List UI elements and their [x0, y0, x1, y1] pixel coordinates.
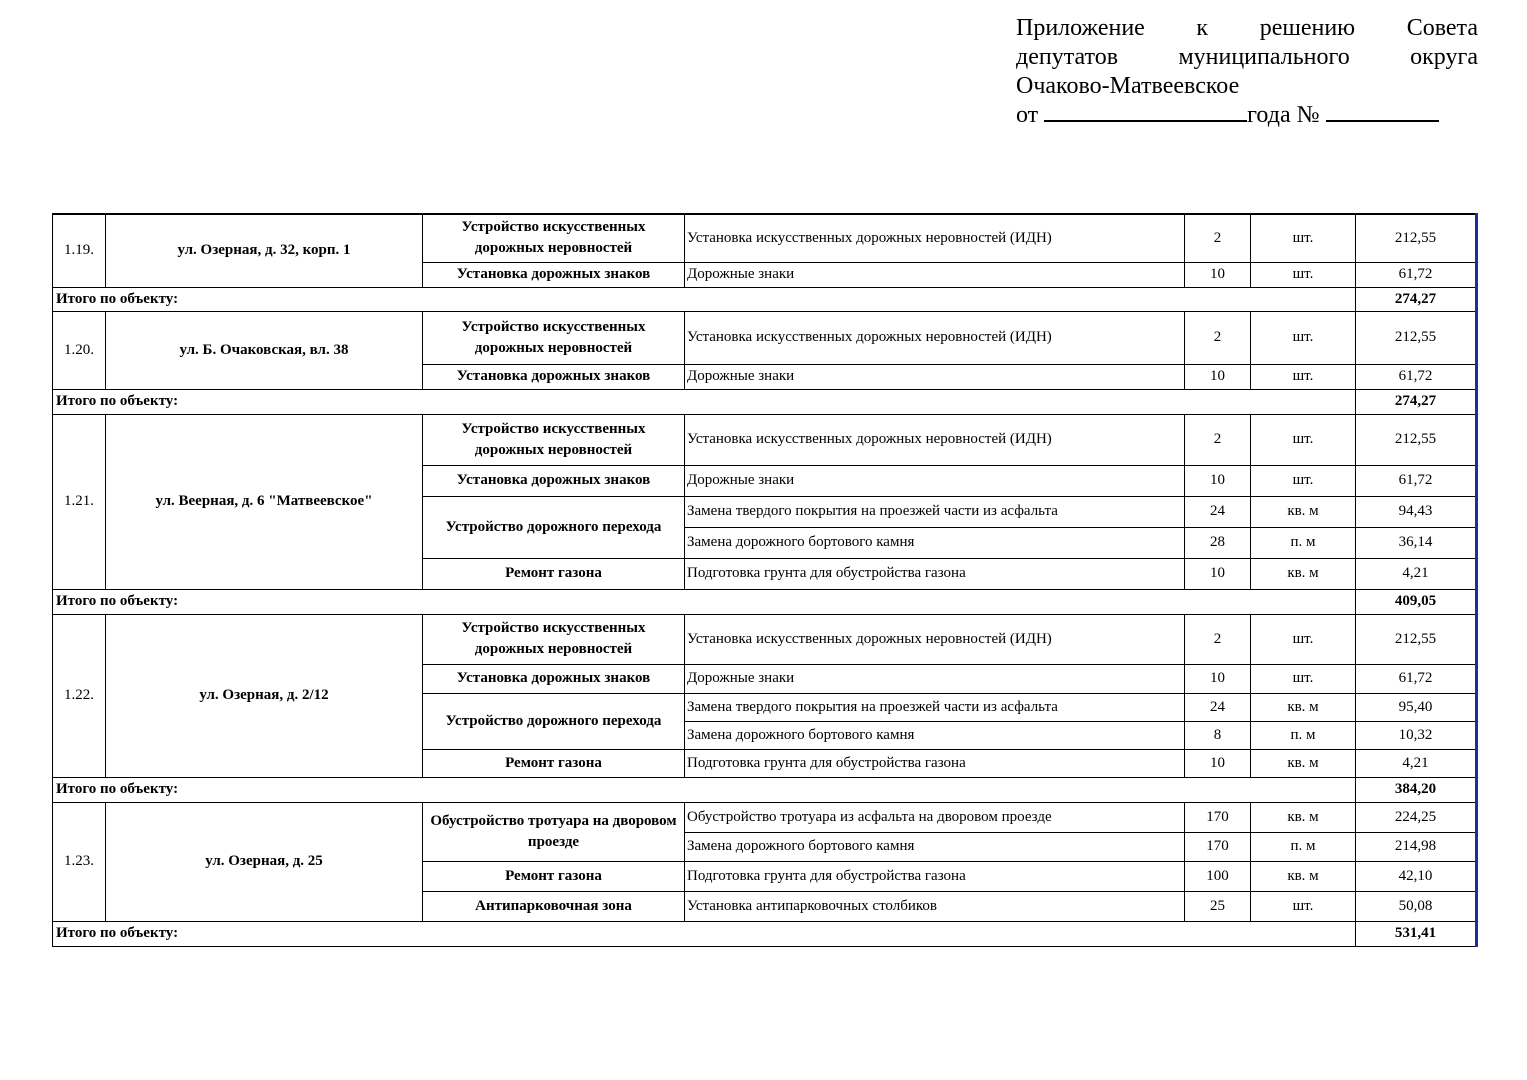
work-unit: шт.: [1251, 364, 1356, 389]
work-quantity: 10: [1185, 558, 1251, 589]
work-quantity: 10: [1185, 664, 1251, 693]
object-total-row: [53, 777, 1477, 802]
work-cost: 212,55: [1356, 214, 1477, 262]
work-quantity: 10: [1185, 749, 1251, 777]
work-unit: п. м: [1251, 832, 1356, 861]
date-mid: года №: [1247, 102, 1320, 128]
work-category: Установка дорожных знаков: [423, 364, 685, 389]
work-cost: 61,72: [1356, 364, 1477, 389]
work-quantity: 2: [1185, 414, 1251, 465]
work-cost: 61,72: [1356, 465, 1477, 496]
work-quantity: 25: [1185, 891, 1251, 921]
work-description: Замена дорожного бортового камня: [685, 721, 1185, 749]
object-total: 531,41: [1356, 921, 1477, 946]
work-quantity: 170: [1185, 832, 1251, 861]
work-category: Устройство дорожного перехода: [423, 693, 685, 749]
table-row: [53, 614, 1477, 664]
work-category: Обустройство тротуара на дворовом проезде: [423, 802, 685, 861]
work-unit: кв. м: [1251, 749, 1356, 777]
work-quantity: 170: [1185, 802, 1251, 832]
work-quantity: 10: [1185, 262, 1251, 287]
object-total-row: [53, 921, 1477, 946]
object-number: 1.22.: [53, 614, 106, 777]
table-row: [53, 414, 1477, 465]
work-unit: шт.: [1251, 891, 1356, 921]
work-description: Установка антипарковочных столбиков: [685, 891, 1185, 921]
work-unit: шт.: [1251, 664, 1356, 693]
work-cost: 4,21: [1356, 558, 1477, 589]
object-address: ул. Озерная, д. 25: [106, 802, 423, 921]
work-cost: 94,43: [1356, 496, 1477, 527]
work-category: Устройство искусственных дорожных неровностей: [423, 414, 685, 465]
object-address: ул. Веерная, д. 6 "Матвеевское": [106, 414, 423, 589]
work-unit: шт.: [1251, 311, 1356, 364]
header-line-2: депутатов муниципального округа: [1016, 44, 1478, 70]
table-row: [53, 214, 1477, 262]
work-unit: кв. м: [1251, 496, 1356, 527]
work-category: Ремонт газона: [423, 861, 685, 891]
work-category: Ремонт газона: [423, 558, 685, 589]
work-category: Установка дорожных знаков: [423, 465, 685, 496]
work-category: Установка дорожных знаков: [423, 664, 685, 693]
document-header: [1016, 14, 1478, 130]
work-cost: 61,72: [1356, 262, 1477, 287]
header-line-1: Приложение к решению Совета: [1016, 15, 1478, 41]
work-cost: 50,08: [1356, 891, 1477, 921]
table-row: [53, 802, 1477, 832]
work-description: Установка искусственных дорожных неровностей (ИДН): [685, 311, 1185, 364]
work-cost: 95,40: [1356, 693, 1477, 721]
work-category: Установка дорожных знаков: [423, 262, 685, 287]
work-description: Дорожные знаки: [685, 465, 1185, 496]
date-blank: [1044, 102, 1247, 122]
work-unit: кв. м: [1251, 558, 1356, 589]
object-total-row: [53, 287, 1477, 311]
work-quantity: 10: [1185, 364, 1251, 389]
total-label: Итого по объекту:: [53, 287, 1356, 311]
work-quantity: 2: [1185, 614, 1251, 664]
work-unit: п. м: [1251, 527, 1356, 558]
work-unit: кв. м: [1251, 802, 1356, 832]
work-unit: шт.: [1251, 214, 1356, 262]
work-description: Дорожные знаки: [685, 664, 1185, 693]
work-quantity: 24: [1185, 496, 1251, 527]
object-total: 274,27: [1356, 287, 1477, 311]
work-cost: 224,25: [1356, 802, 1477, 832]
work-unit: шт.: [1251, 262, 1356, 287]
work-unit: п. м: [1251, 721, 1356, 749]
object-address: ул. Б. Очаковская, вл. 38: [106, 311, 423, 389]
work-description: Установка искусственных дорожных неровностей (ИДН): [685, 414, 1185, 465]
object-number: 1.23.: [53, 802, 106, 921]
work-category: Устройство дорожного перехода: [423, 496, 685, 558]
work-description: Подготовка грунта для обустройства газона: [685, 558, 1185, 589]
number-blank: [1326, 102, 1439, 122]
total-label: Итого по объекту:: [53, 389, 1356, 414]
work-description: Замена дорожного бортового камня: [685, 527, 1185, 558]
work-quantity: 28: [1185, 527, 1251, 558]
work-description: Замена твердого покрытия на проезжей части из асфальта: [685, 693, 1185, 721]
object-total-row: [53, 389, 1477, 414]
object-total: 384,20: [1356, 777, 1477, 802]
work-description: Дорожные знаки: [685, 262, 1185, 287]
work-description: Обустройство тротуара из асфальта на дворовом проезде: [685, 802, 1185, 832]
work-category: Устройство искусственных дорожных неровностей: [423, 311, 685, 364]
object-address: ул. Озерная, д. 32, корп. 1: [106, 214, 423, 287]
work-cost: 4,21: [1356, 749, 1477, 777]
work-category: Устройство искусственных дорожных неровностей: [423, 214, 685, 262]
work-quantity: 24: [1185, 693, 1251, 721]
work-quantity: 10: [1185, 465, 1251, 496]
work-unit: шт.: [1251, 414, 1356, 465]
work-category: Антипарковочная зона: [423, 891, 685, 921]
work-cost: 214,98: [1356, 832, 1477, 861]
work-description: Замена дорожного бортового камня: [685, 832, 1185, 861]
work-category: Ремонт газона: [423, 749, 685, 777]
work-unit: кв. м: [1251, 861, 1356, 891]
work-unit: шт.: [1251, 614, 1356, 664]
work-description: Подготовка грунта для обустройства газона: [685, 861, 1185, 891]
header-date-line: [1016, 101, 1478, 130]
work-cost: 212,55: [1356, 414, 1477, 465]
work-quantity: 100: [1185, 861, 1251, 891]
work-quantity: 2: [1185, 311, 1251, 364]
object-total: 409,05: [1356, 589, 1477, 614]
work-description: Дорожные знаки: [685, 364, 1185, 389]
works-table: [52, 213, 1478, 947]
total-label: Итого по объекту:: [53, 921, 1356, 946]
object-total-row: [53, 589, 1477, 614]
work-quantity: 8: [1185, 721, 1251, 749]
work-unit: шт.: [1251, 465, 1356, 496]
work-description: Подготовка грунта для обустройства газона: [685, 749, 1185, 777]
object-address: ул. Озерная, д. 2/12: [106, 614, 423, 777]
work-cost: 42,10: [1356, 861, 1477, 891]
work-cost: 212,55: [1356, 311, 1477, 364]
date-prefix: от: [1016, 102, 1039, 128]
object-number: 1.21.: [53, 414, 106, 589]
header-line-3: Очаково-Матвеевское: [1016, 73, 1240, 99]
work-description: Замена твердого покрытия на проезжей части из асфальта: [685, 496, 1185, 527]
object-number: 1.19.: [53, 214, 106, 287]
object-number: 1.20.: [53, 311, 106, 389]
work-cost: 61,72: [1356, 664, 1477, 693]
work-cost: 10,32: [1356, 721, 1477, 749]
work-description: Установка искусственных дорожных неровностей (ИДН): [685, 214, 1185, 262]
object-total: 274,27: [1356, 389, 1477, 414]
work-description: Установка искусственных дорожных неровностей (ИДН): [685, 614, 1185, 664]
work-quantity: 2: [1185, 214, 1251, 262]
work-cost: 212,55: [1356, 614, 1477, 664]
work-category: Устройство искусственных дорожных неровностей: [423, 614, 685, 664]
table-row: [53, 311, 1477, 364]
work-cost: 36,14: [1356, 527, 1477, 558]
total-label: Итого по объекту:: [53, 777, 1356, 802]
work-unit: кв. м: [1251, 693, 1356, 721]
total-label: Итого по объекту:: [53, 589, 1356, 614]
